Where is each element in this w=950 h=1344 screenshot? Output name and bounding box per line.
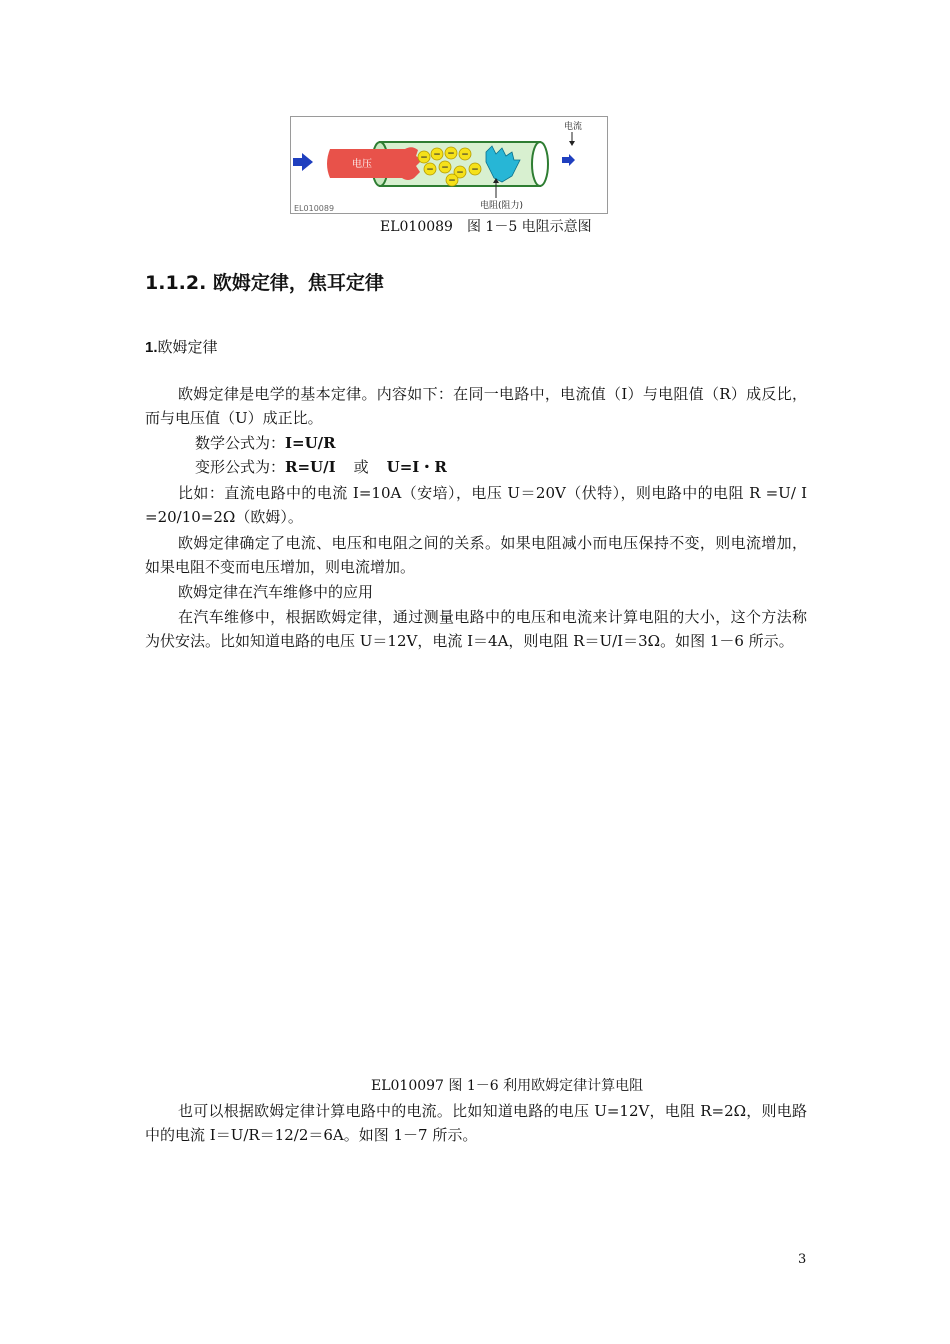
formula-primary-value: I=U/R (285, 434, 336, 452)
paragraph-relationship: 欧姆定律确定了电流、电压和电阻之间的关系。如果电阻减小而电压保持不变，则电流增加，如果电阻不变而电压增加，则电流增加。 (145, 534, 807, 576)
paragraph-application-title: 欧姆定律在汽车维修中的应用 (178, 583, 374, 601)
voltage-piston (327, 147, 422, 180)
electron-sign: − (461, 150, 469, 160)
section-heading: 1.1.2. 欧姆定律，焦耳定律 (145, 272, 384, 294)
electron-sign: − (456, 168, 464, 178)
formula-variant-b: U=I・R (386, 458, 447, 476)
resistance-label: 电阻(阻力) (480, 201, 524, 211)
electron-sign: − (441, 163, 449, 173)
electron-sign: − (471, 165, 479, 175)
formula-variants (195, 456, 447, 477)
electron-sign: − (433, 150, 441, 160)
formula-variant-a: R=U/I (285, 458, 336, 476)
paragraph-voltammetry: 在汽车维修中，根据欧姆定律，通过测量电路中的电压和电流来计算电阻的大小，这个方法称为伏安法。比如知道电路的电压 U＝12V，电流 I＝4A，则电阻 R＝U/I＝3Ω。如图 1－6 所示。 (145, 608, 807, 650)
figure1-caption: EL010089 图 1－5 电阻示意图 (380, 219, 592, 235)
paragraph-ohm-law: 欧姆定律是电学的基本定律。内容如下：在同一电路中，电流值（I）与电阻值（R）成反比，而与电压值（U）成正比。 (145, 385, 807, 427)
figure-code: EL010089 (294, 204, 335, 213)
electron-sign: − (426, 165, 434, 175)
paragraph-current-calc: 也可以根据欧姆定律计算电路中的电流。比如知道电路的电压 U=12V，电阻 R=2Ω，则电路中的电流 I＝U/R＝12/2＝6A。如图 1－7 所示。 (145, 1102, 807, 1144)
formula-variants-label: 变形公式为： (195, 458, 286, 476)
page-number: 3 (798, 1252, 807, 1267)
paragraph-example: 比如：直流电路中的电流 I=10A（安培），电压 U＝20V（伏特），则电路中的电阻 R =U/ I =20/10=2Ω（欧姆）。 (145, 484, 807, 526)
electron-sign: − (447, 149, 455, 159)
electron-sign: − (420, 153, 428, 163)
electron-sign: − (448, 176, 456, 186)
figure2-caption: EL010097 图 1－6 利用欧姆定律计算电阻 (371, 1078, 644, 1094)
voltage-label: 电压 (352, 159, 372, 170)
subsection-number: 1. (145, 339, 158, 356)
resistance-diagram (290, 116, 608, 214)
formula-or: 或 (353, 458, 369, 476)
subsection-heading (145, 336, 218, 357)
tube-right-end (532, 142, 548, 186)
current-label: 电流 (564, 122, 583, 132)
formula-primary-label: 数学公式为： (195, 434, 286, 452)
formula-primary (195, 432, 336, 453)
resistance-diagram-svg (290, 116, 608, 214)
subsection-title: 欧姆定律 (157, 338, 218, 356)
